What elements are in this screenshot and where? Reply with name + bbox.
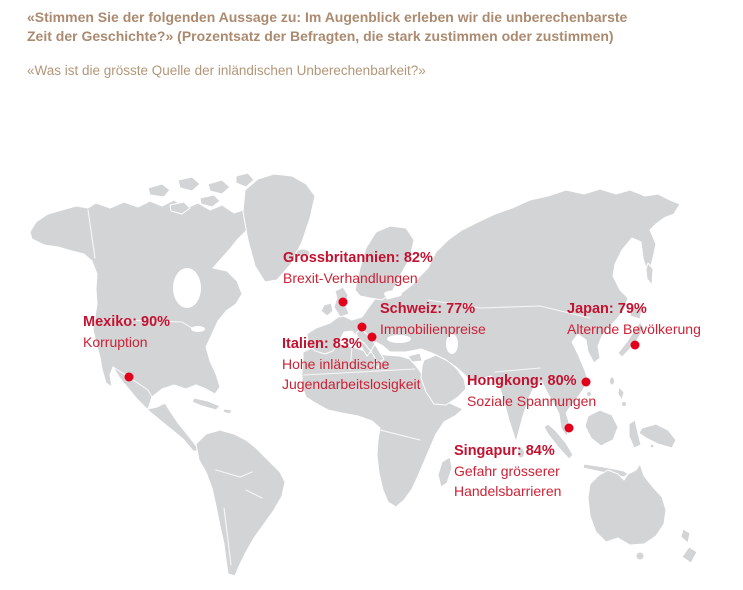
annotation-hongkong-headline: Hongkong: 80% bbox=[467, 373, 577, 389]
annotation-italien bbox=[282, 334, 444, 394]
great-lakes bbox=[191, 326, 205, 332]
sakhalin bbox=[646, 263, 653, 285]
annotation-grossbritannien bbox=[283, 248, 433, 288]
continent-south-america bbox=[196, 430, 285, 576]
annotation-singapur-description: Gefahr grösserer Handelsbarrieren bbox=[454, 463, 562, 499]
annotation-singapur-headline: Singapur: 84% bbox=[454, 443, 555, 459]
map-marker-singapur bbox=[565, 424, 574, 433]
annotation-mexiko bbox=[83, 312, 170, 352]
annotation-italien-description: Hohe inländische Jugendarbeitslosigkeit bbox=[282, 356, 421, 392]
cuba bbox=[192, 398, 220, 410]
baltic-sea bbox=[384, 291, 402, 298]
ireland bbox=[321, 303, 333, 316]
new-zealand-north bbox=[681, 529, 690, 543]
annotation-schweiz bbox=[380, 299, 486, 339]
annotation-italien-headline: Italien: 83% bbox=[282, 336, 362, 352]
annotation-japan bbox=[567, 299, 701, 339]
tasmania bbox=[636, 552, 644, 560]
annotation-mexiko-headline: Mexiko: 90% bbox=[83, 314, 171, 330]
new-guinea bbox=[639, 424, 676, 448]
philippines-south bbox=[622, 402, 627, 407]
annotation-grossbritannien-description: Brexit-Verhandlungen bbox=[283, 270, 418, 286]
new-zealand-south bbox=[682, 547, 697, 563]
annotation-singapur bbox=[454, 441, 586, 501]
annotation-hongkong-description: Soziale Spannungen bbox=[467, 393, 597, 409]
philippines bbox=[618, 387, 624, 400]
survey-title-line2: Zeit der Geschichte?» (Prozentsatz der Befragten, die stark zustimmen oder zustimmen) bbox=[27, 28, 614, 44]
australia bbox=[588, 464, 666, 545]
taiwan bbox=[610, 377, 615, 385]
moluccas-2 bbox=[650, 444, 654, 448]
map-marker-mexiko bbox=[125, 373, 134, 382]
survey-title-line1: «Stimmen Sie der folgenden Aussage zu: Im Augenblick erleben wir die unberechenbarste bbox=[27, 9, 628, 25]
hispaniola bbox=[223, 409, 232, 414]
annotation-mexiko-description: Korruption bbox=[83, 334, 148, 350]
survey-subtitle: «Was ist die grösste Quelle der inländischen Unberechenbarkeit?» bbox=[27, 63, 426, 78]
borneo bbox=[585, 410, 618, 446]
map-marker-japan bbox=[631, 341, 640, 350]
hudson-bay bbox=[173, 268, 201, 308]
annotation-hongkong bbox=[467, 371, 596, 411]
annotation-schweiz-headline: Schweiz: 77% bbox=[380, 301, 476, 317]
annotation-japan-description: Alternde Bevölkerung bbox=[567, 321, 701, 337]
annotation-grossbritannien-headline: Grossbritannien: 82% bbox=[283, 250, 433, 266]
map-marker-grossbritannien bbox=[339, 298, 348, 307]
madagascar bbox=[438, 457, 452, 487]
annotation-japan-headline: Japan: 79% bbox=[567, 301, 647, 317]
sulawesi bbox=[629, 420, 641, 448]
annotation-schweiz-description: Immobilienpreise bbox=[380, 321, 486, 337]
map-marker-schweiz bbox=[358, 323, 367, 332]
